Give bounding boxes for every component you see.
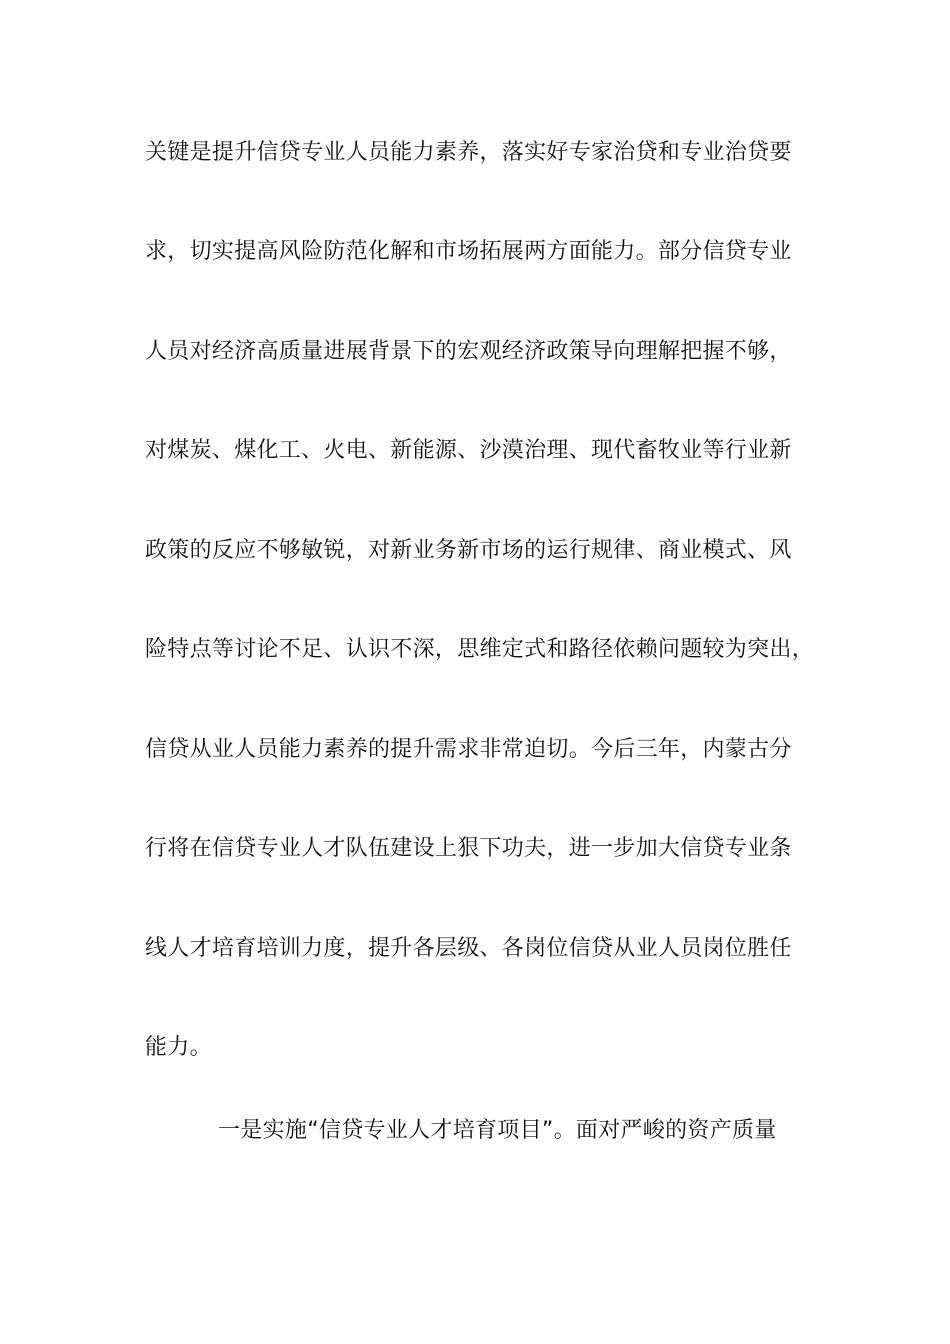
paragraph-line-indented: 一是实施“信贷专业人才培育项目”。面对严峻的资产质量 [218,1118,777,1143]
paragraph-line: 求，切实提高风险防范化解和市场拓展两方面能力。部分信贷专业 [145,239,792,264]
paragraph-line: 险特点等讨论不足、认识不深，思维定式和路径依赖问题较为突出， [145,637,815,662]
paragraph-line: 行将在信贷专业人才队伍建设上狠下功夫，进一步加大信贷专业条 [145,836,792,861]
paragraph-line: 线人才培育培训力度，提升各层级、各岗位信贷从业人员岗位胜任 [145,936,792,961]
paragraph-line: 政策的反应不够敏锐，对新业务新市场的运行规律、商业模式、风 [145,538,792,563]
paragraph-line: 能力。 [145,1035,212,1060]
paragraph-line: 人员对经济高质量进展背景下的宏观经济政策导向理解把握不够， [145,339,792,364]
paragraph-line: 信贷从业人员能力素养的提升需求非常迫切。今后三年，内蒙古分 [145,737,792,762]
paragraph-line: 关键是提升信贷专业人员能力素养，落实好专家治贷和专业治贷要 [145,140,792,165]
paragraph-line: 对煤炭、煤化工、火电、新能源、沙漠治理、现代畜牧业等行业新 [145,438,792,463]
